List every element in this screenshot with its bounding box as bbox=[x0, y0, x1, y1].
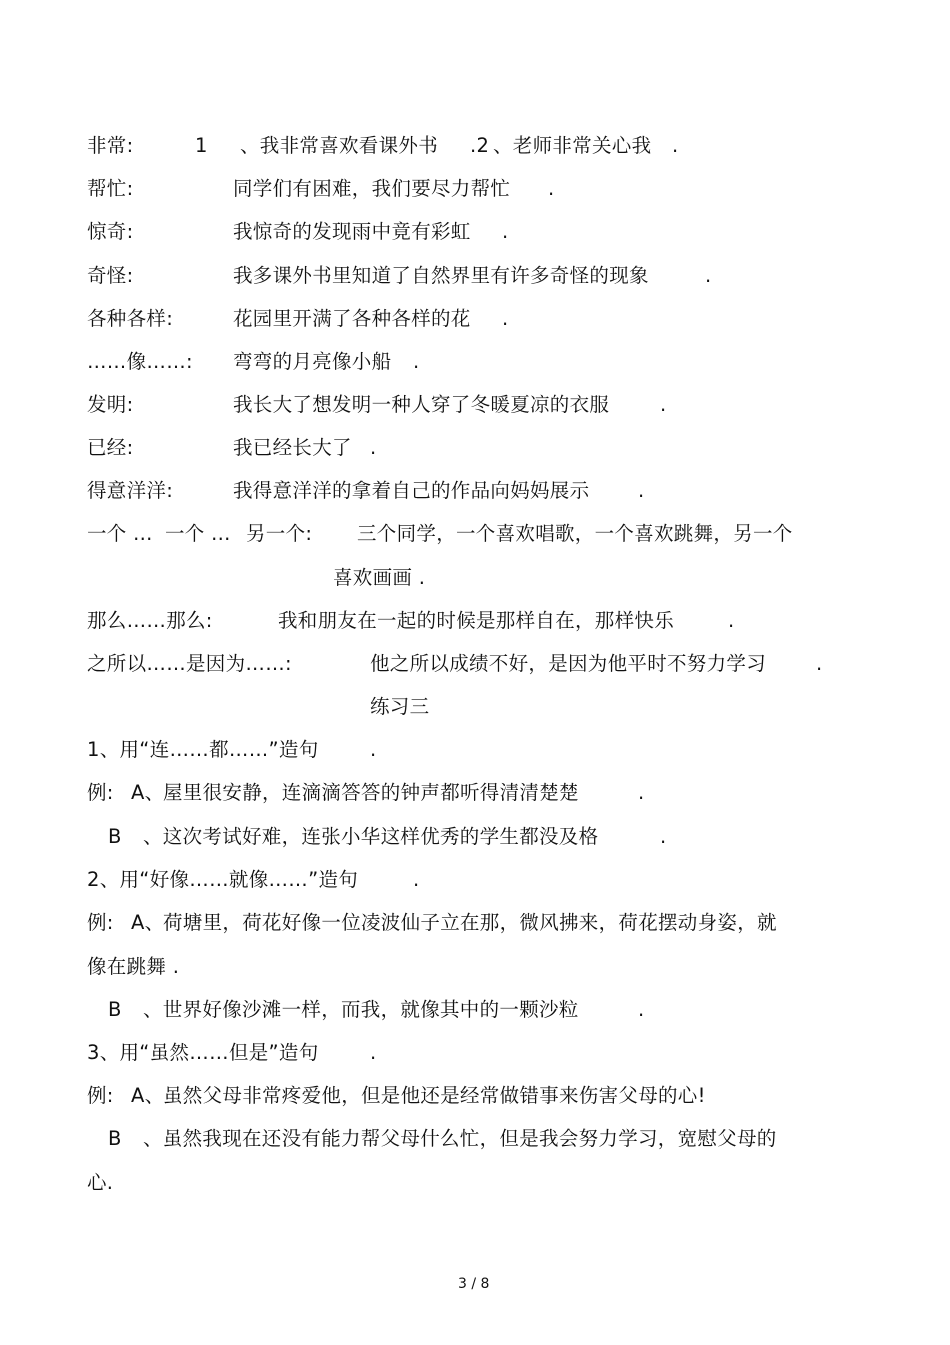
entry-sentence-number: 1 bbox=[195, 134, 208, 157]
entry-sentence: 我长大了想发明一种人穿了冬暖夏凉的衣服 bbox=[233, 393, 610, 416]
example-a-text: 荷塘里，荷花好像一位凌波仙子立在那，微风拂来，荷花摆动身姿，就 bbox=[163, 911, 777, 934]
entry-sentence: 我惊奇的发现雨中竟有彩虹 bbox=[233, 220, 471, 243]
example-label: 例: bbox=[87, 1084, 114, 1107]
example-b-text: 、这次考试好难，连张小华这样优秀的学生都没及格 bbox=[143, 825, 599, 848]
entry-period: . bbox=[413, 350, 420, 373]
entry-sentence-continuation: 喜欢画画 . bbox=[333, 566, 426, 589]
example-a-label: A、 bbox=[131, 781, 165, 804]
entry-sentence: 花园里开满了各种各样的花 bbox=[233, 307, 471, 330]
entry-period: . bbox=[672, 134, 679, 157]
example-a-text: 屋里很安静，连滴滴答答的钟声都听得清清楚楚 bbox=[163, 781, 579, 804]
entry-sentence: 同学们有困难，我们要尽力帮忙 bbox=[233, 177, 511, 200]
entry-sentence-number: .2 bbox=[470, 134, 490, 157]
entry-sentence: 弯弯的月亮像小船 bbox=[233, 350, 392, 373]
entry-period: . bbox=[502, 220, 509, 243]
entry-sentence: 我已经长大了 bbox=[233, 436, 352, 459]
exercise-heading: 1、用“连……都……”造句 bbox=[87, 738, 319, 761]
example-a-text: 虽然父母非常疼爱他，但是他还是经常做错事来伤害父母的心! bbox=[163, 1084, 706, 1107]
page-number: 3 / 8 bbox=[458, 1276, 490, 1292]
entry-term: 之所以……是因为……: bbox=[87, 652, 292, 675]
entry-term: 得意洋洋: bbox=[87, 479, 174, 502]
example-b-label: B bbox=[108, 825, 122, 848]
example-b-text: 、世界好像沙滩一样，而我，就像其中的一颗沙粒 bbox=[143, 998, 579, 1021]
entry-sentence: 他之所以成绩不好，是因为他平时不努力学习 bbox=[370, 652, 767, 675]
entry-term: 各种各样: bbox=[87, 307, 174, 330]
example-b-period: . bbox=[660, 825, 667, 848]
entry-period: . bbox=[548, 177, 555, 200]
example-label: 例: bbox=[87, 781, 114, 804]
entry-sentence: 、老师非常关心我 bbox=[493, 134, 652, 157]
entry-period: . bbox=[728, 609, 735, 632]
entry-term: 奇怪: bbox=[87, 264, 134, 287]
example-label: 例: bbox=[87, 911, 114, 934]
exercise-heading-period: . bbox=[370, 738, 377, 761]
entry-term-part: 另一个: bbox=[246, 522, 313, 545]
entry-period: . bbox=[705, 264, 712, 287]
example-b-label: B bbox=[108, 1127, 122, 1150]
entry-term: 惊奇: bbox=[87, 220, 134, 243]
entry-sentence: 三个同学，一个喜欢唱歌，一个喜欢跳舞，另一个 bbox=[357, 522, 793, 545]
example-a-text-continuation: 像在跳舞 . bbox=[87, 955, 180, 978]
exercise-heading: 3、用“虽然……但是”造句 bbox=[87, 1041, 319, 1064]
entry-sentence: 我得意洋洋的拿着自己的作品向妈妈展示 bbox=[233, 479, 590, 502]
example-b-label: B bbox=[108, 998, 122, 1021]
entry-period: . bbox=[638, 479, 645, 502]
entry-period: . bbox=[502, 307, 509, 330]
example-b-text-continuation: 心. bbox=[87, 1171, 114, 1194]
entry-sentence: 、我非常喜欢看课外书 bbox=[240, 134, 439, 157]
example-a-period: . bbox=[638, 781, 645, 804]
entry-term: ……像……: bbox=[87, 350, 193, 373]
exercise-heading-period: . bbox=[370, 1041, 377, 1064]
entry-term: 已经: bbox=[87, 436, 134, 459]
section-title: 练习三 bbox=[370, 695, 430, 718]
entry-term: 发明: bbox=[87, 393, 134, 416]
exercise-heading: 2、用“好像……就像……”造句 bbox=[87, 868, 359, 891]
example-a-label: A、 bbox=[131, 1084, 165, 1107]
entry-sentence: 我多课外书里知道了自然界里有许多奇怪的现象 bbox=[233, 264, 649, 287]
entry-term-part: 一个 ... bbox=[165, 522, 231, 545]
example-a-label: A、 bbox=[131, 911, 165, 934]
entry-sentence: 我和朋友在一起的时候是那样自在，那样快乐 bbox=[278, 609, 675, 632]
entry-term: 帮忙: bbox=[87, 177, 134, 200]
exercise-heading-period: . bbox=[413, 868, 420, 891]
entry-period: . bbox=[660, 393, 667, 416]
entry-period: . bbox=[370, 436, 377, 459]
example-b-text: 、虽然我现在还没有能力帮父母什么忙，但是我会努力学习，宽慰父母的 bbox=[143, 1127, 777, 1150]
entry-term: 非常: bbox=[87, 134, 134, 157]
entry-term: 那么……那么: bbox=[87, 609, 213, 632]
example-b-period: . bbox=[638, 998, 645, 1021]
entry-period: . bbox=[816, 652, 823, 675]
entry-term-part: 一个 ... bbox=[87, 522, 153, 545]
